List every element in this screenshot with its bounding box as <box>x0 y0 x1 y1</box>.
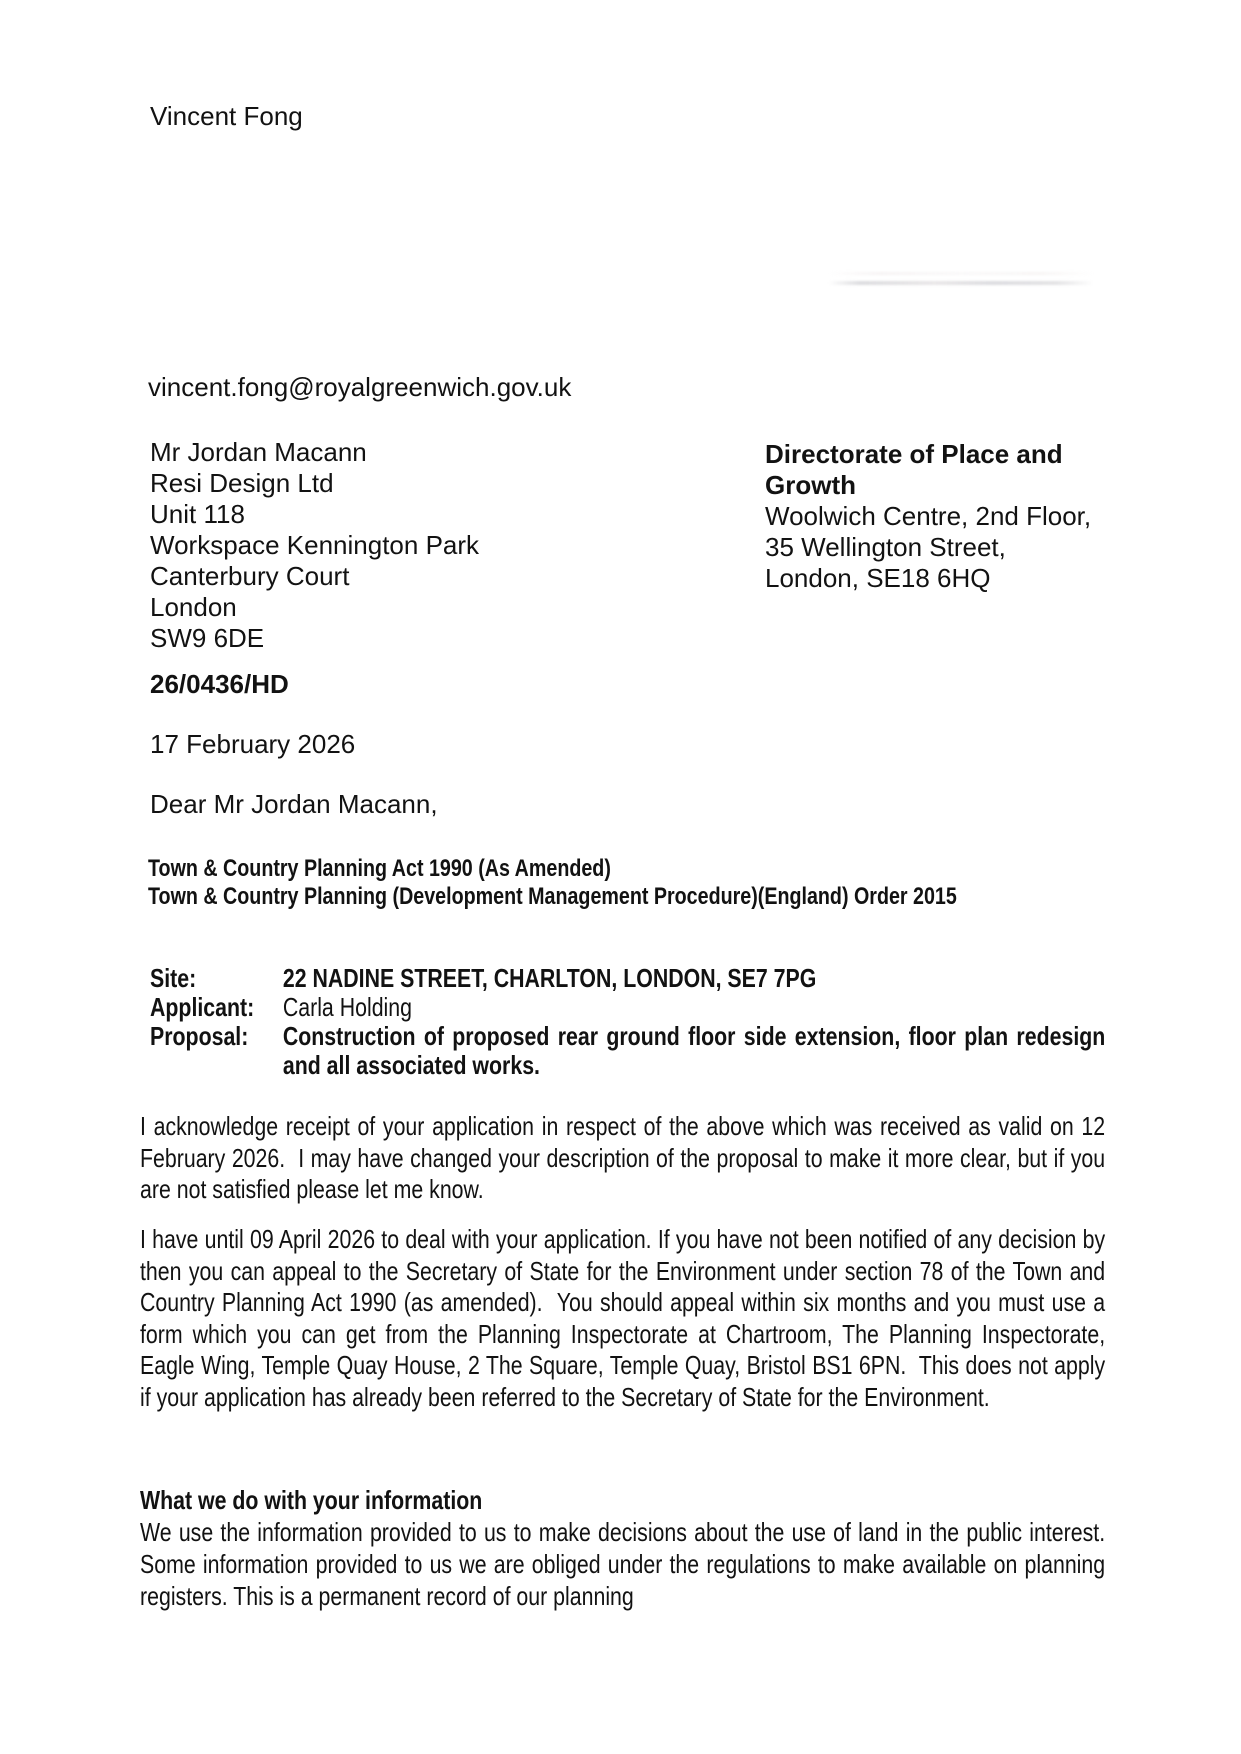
body-paragraph-acknowledgement: I acknowledge receipt of your application in respect of the above which was received as valid on 12 February 2026. I may have changed your description of the proposal to make it more clear, but if you are not satisfied please let me know. <box>140 1111 1112 1204</box>
letter-date: 17 February 2026 <box>150 729 356 759</box>
recipient-address <box>150 437 479 654</box>
erased-text-smudge <box>828 268 1094 290</box>
legal-headings <box>148 855 957 911</box>
department-address <box>765 439 1095 594</box>
application-reference: 26/0436/HD <box>150 669 289 699</box>
legal-heading-line: Town & Country Planning Act 1990 (As Amended) <box>148 855 611 882</box>
legal-heading-line: Town & Country Planning (Development Management Procedure)(England) Order 2015 <box>148 883 957 910</box>
recipient-line: London <box>150 592 237 622</box>
recipient-line: Canterbury Court <box>150 561 350 591</box>
recipient-line: Resi Design Ltd <box>150 468 334 498</box>
applicant-label: Applicant: <box>150 992 255 1022</box>
smudge-streak-lower <box>828 281 1094 285</box>
smudge-streak-upper <box>828 272 1094 275</box>
information-section-heading: What we do with your information <box>140 1485 483 1515</box>
proposal-label: Proposal: <box>150 1021 249 1051</box>
department-name-line: Growth <box>765 470 856 500</box>
department-address-line: Woolwich Centre, 2nd Floor, <box>765 501 1092 531</box>
department-address-line: London, SE18 6HQ <box>765 563 991 593</box>
body-paragraph-appeal-rights: I have until 09 April 2026 to deal with your application. If you have not been notified of any decision by then you can appeal to the Secretary of State for the Environment under section 78 of the Town and Country Planning Act 1990 (as amended). You should appeal within six months and you must use a form which you can get from the Planning Inspectorate at Chartroom, The Planning Inspectorate, Eagle Wing, Temple Quay House, 2 The Square, Temple Quay, Bristol BS1 6PN. This does not apply if your application has already been referred to the Secretary of State for the Environment. <box>140 1224 1112 1412</box>
recipient-line: Mr Jordan Macann <box>150 437 367 467</box>
applicant-value: Carla Holding <box>282 992 413 1022</box>
department-name-line: Directorate of Place and <box>765 439 1063 469</box>
sender-email: vincent.fong@royalgreenwich.gov.uk <box>148 372 572 402</box>
sender-name: Vincent Fong <box>150 101 303 131</box>
salutation: Dear Mr Jordan Macann, <box>150 789 438 819</box>
site-label: Site: <box>150 963 197 993</box>
department-address-line: 35 Wellington Street, <box>765 532 1006 562</box>
recipient-line: Unit 118 <box>150 499 245 529</box>
proposal-value: Construction of proposed rear ground floor side extension, floor plan redesign and all associated works. <box>282 1021 1112 1080</box>
application-details <box>150 963 1112 1080</box>
site-value: 22 NADINE STREET, CHARLTON, LONDON, SE7 7PG <box>282 963 817 993</box>
body-paragraph-information-use: We use the information provided to us to make decisions about the use of land in the public interest. Some information provided to us we are obliged under the regulations to make available on planning registers. This is a permanent record of our planning <box>140 1517 1112 1611</box>
recipient-line: SW9 6DE <box>150 623 265 653</box>
recipient-line: Workspace Kennington Park <box>150 530 480 560</box>
